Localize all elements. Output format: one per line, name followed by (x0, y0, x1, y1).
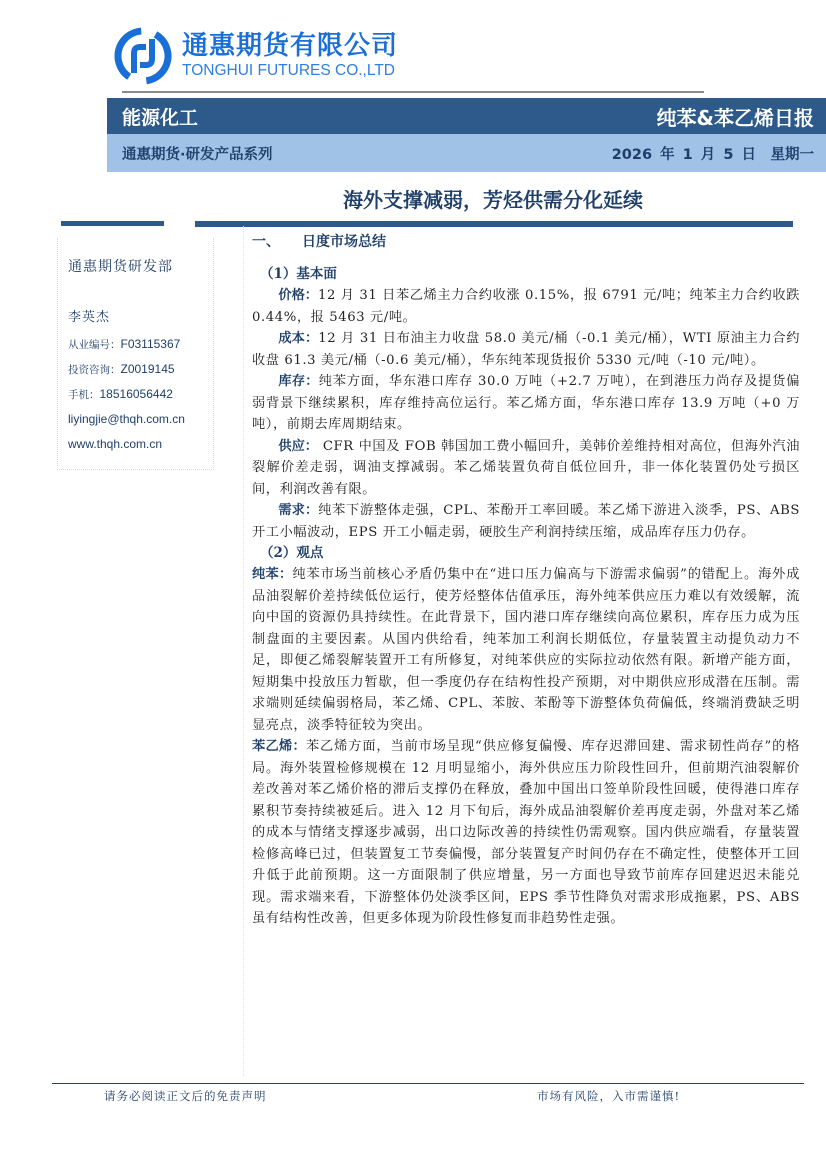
price-text: 12 月 31 日苯乙烯主力合约收涨 0.15%，报 6791 元/吨；纯苯主力合约收跌 0.44%，报 5463 元/吨。 (252, 288, 800, 325)
supply-paragraph (252, 436, 800, 501)
report-date: 2026 年 1 月 5 日 星期一 (611, 146, 814, 163)
section-number: 一、 (252, 234, 280, 250)
demand-paragraph (252, 500, 800, 543)
benzene-key: 纯苯： (252, 567, 293, 582)
price-paragraph (252, 285, 800, 328)
benzene-text: 纯苯市场当前核心矛盾仍集中在“进口压力偏高与下游需求偏弱”的错配上。海外成品油裂解价差持续低位运行，使芳烃整体估值承压，海外纯苯供应压力难以有效缓解，流向中国的资源仍具持续性。在此背景下，国内港口库存继续向高位累积，库存压力成为压制盘面的主要因素。从国内供给看，纯苯加工利润长期低位，存量装置主动提负动力不足，即便乙烯裂解装置开工有所修复，对纯苯供应的实际拉动依然有限。新增产能方面，短期集中投放压力暂歇，但一季度仍存在结构性投产预期，对中期供应形成潜在压制。需求端则延续偏弱格局，苯乙烯、CPL、苯胺、苯酚等下游整体负荷偏低，终端消费缺乏明显亮点，淡季特征较为突出。 (252, 567, 801, 733)
analyst-name: 李英杰 (68, 310, 111, 325)
demand-key: 需求： (278, 503, 319, 518)
report-name: 纯苯&苯乙烯日报 (656, 105, 814, 130)
company-logo (112, 24, 398, 88)
inventory-paragraph (252, 371, 800, 436)
email-link[interactable]: liyingjie@thqh.com.cn (68, 412, 185, 426)
department-name: 通惠期货研发部 (68, 259, 173, 275)
header-series-band (107, 134, 826, 172)
page-title: 海外支撑减弱，芳烃供需分化延续 (343, 188, 643, 212)
report-body (252, 230, 800, 930)
inventory-text: 纯苯方面，华东港口库存 30.0 万吨（+2.7 万吨），在到港压力尚存及提货偏弱背景下继续累积，库存维持高位运行。苯乙烯方面，华东港口库存 13.9 万吨（+0 万吨），前期去库周期结束。 (252, 374, 801, 432)
benzene-view-paragraph (252, 564, 800, 736)
report-category: 能源化工 (122, 106, 199, 129)
section-title: 日度市场总结 (302, 234, 386, 250)
section-heading (252, 230, 800, 264)
inventory-key: 库存： (278, 374, 319, 389)
column-divider (243, 226, 244, 1076)
license-label: 从业编号： (68, 339, 121, 351)
license-number (68, 336, 213, 361)
cost-key: 成本： (278, 331, 319, 346)
price-key: 价格： (278, 288, 318, 303)
supply-key: 供应： (278, 438, 319, 454)
company-name-en: TONGHUI FUTURES CO.,LTD (182, 62, 395, 79)
report-series: 通惠期货·研发产品系列 (122, 146, 273, 163)
title-rule (195, 221, 793, 227)
styrene-text: 苯乙烯方面，当前市场呈现“供应修复偏慢、库存迟滞回建、需求韧性尚存”的格局。海外装置检修规模在 12 月明显缩小，海外供应压力阶段性回升，但前期汽油裂解价差改善对苯乙烯价格的滞后支撑仍在释放，叠加中国出口签单阶段性回暖，使得港口库存累积节奏持续被延后。进入 12 月下旬后，海外成品油裂解价差再度走弱，外盘对苯乙烯的成本与情绪支撑逐步减弱，出口边际改善的持续性仍需观察。国内供应端看，存量装置检修高峰已过，但装置复工节奏偏慢，部分装置复产时间仍存在不确定性，使整体开工回升低于此前预期。这一方面限制了供应增量，另一方面也导致节前库存回建迟迟未能兑现。需求端来看，下游整体仍处淡季区间，EPS 季节性降负对需求形成拖累，PS、ABS 虽有结构性改善，但更多体现为阶段性修复而非趋势性走强。 (252, 739, 800, 926)
phone-number (68, 386, 213, 411)
styrene-key: 苯乙烯： (252, 739, 306, 754)
company-name-cn: 通惠期货有限公司 (182, 31, 399, 61)
phone-value: 18516056442 (99, 387, 173, 401)
styrene-view-paragraph (252, 736, 800, 930)
phone-label: 手机： (68, 389, 100, 401)
risk-notice: 市场有风险，入市需谨慎! (537, 1089, 681, 1103)
demand-text: 纯苯下游整体走强，CPL、苯酚开工率回暖。苯乙烯下游进入淡季，PS、ABS 开工小幅波动，EPS 开工小幅走弱，硬胶生产利润持续压缩，成品库存压力仍存。 (252, 503, 800, 540)
advisory-value: Z0019145 (120, 362, 175, 376)
cost-text: 12 月 31 日布油主力收盘 58.0 美元/桶（-0.1 美元/桶），WTI 原油主力合约收盘 61.3 美元/桶（-0.6 美元/桶），华东纯苯现货报价 5330 元/吨（-10 元/吨）。 (252, 331, 800, 368)
supply-text: CFR 中国及 FOB 韩国加工费小幅回升，美韩价差维持相对高位，但海外汽油裂解价差走弱，调油支撑减弱。苯乙烯装置负荷自低位回升，非一体化装置仍处亏损区间，利润改善有限。 (252, 438, 800, 497)
sidebar-top-rule (61, 221, 164, 226)
analyst-sidebar (57, 238, 214, 470)
disclaimer-note: 请务必阅读正文后的免责声明 (104, 1089, 267, 1103)
header-category-band (107, 98, 826, 134)
views-heading: （2）观点 (260, 545, 324, 561)
advisory-number (68, 361, 213, 386)
logo-divider (122, 91, 704, 93)
footer-rule (52, 1083, 804, 1084)
tonghui-logo-icon (112, 25, 174, 87)
advisory-label: 投资咨询： (68, 364, 121, 376)
website-link[interactable]: www.thqh.com.cn (68, 437, 163, 451)
license-value: F03115367 (120, 337, 181, 351)
fundamentals-heading: （1）基本面 (260, 266, 337, 282)
cost-paragraph (252, 328, 800, 371)
